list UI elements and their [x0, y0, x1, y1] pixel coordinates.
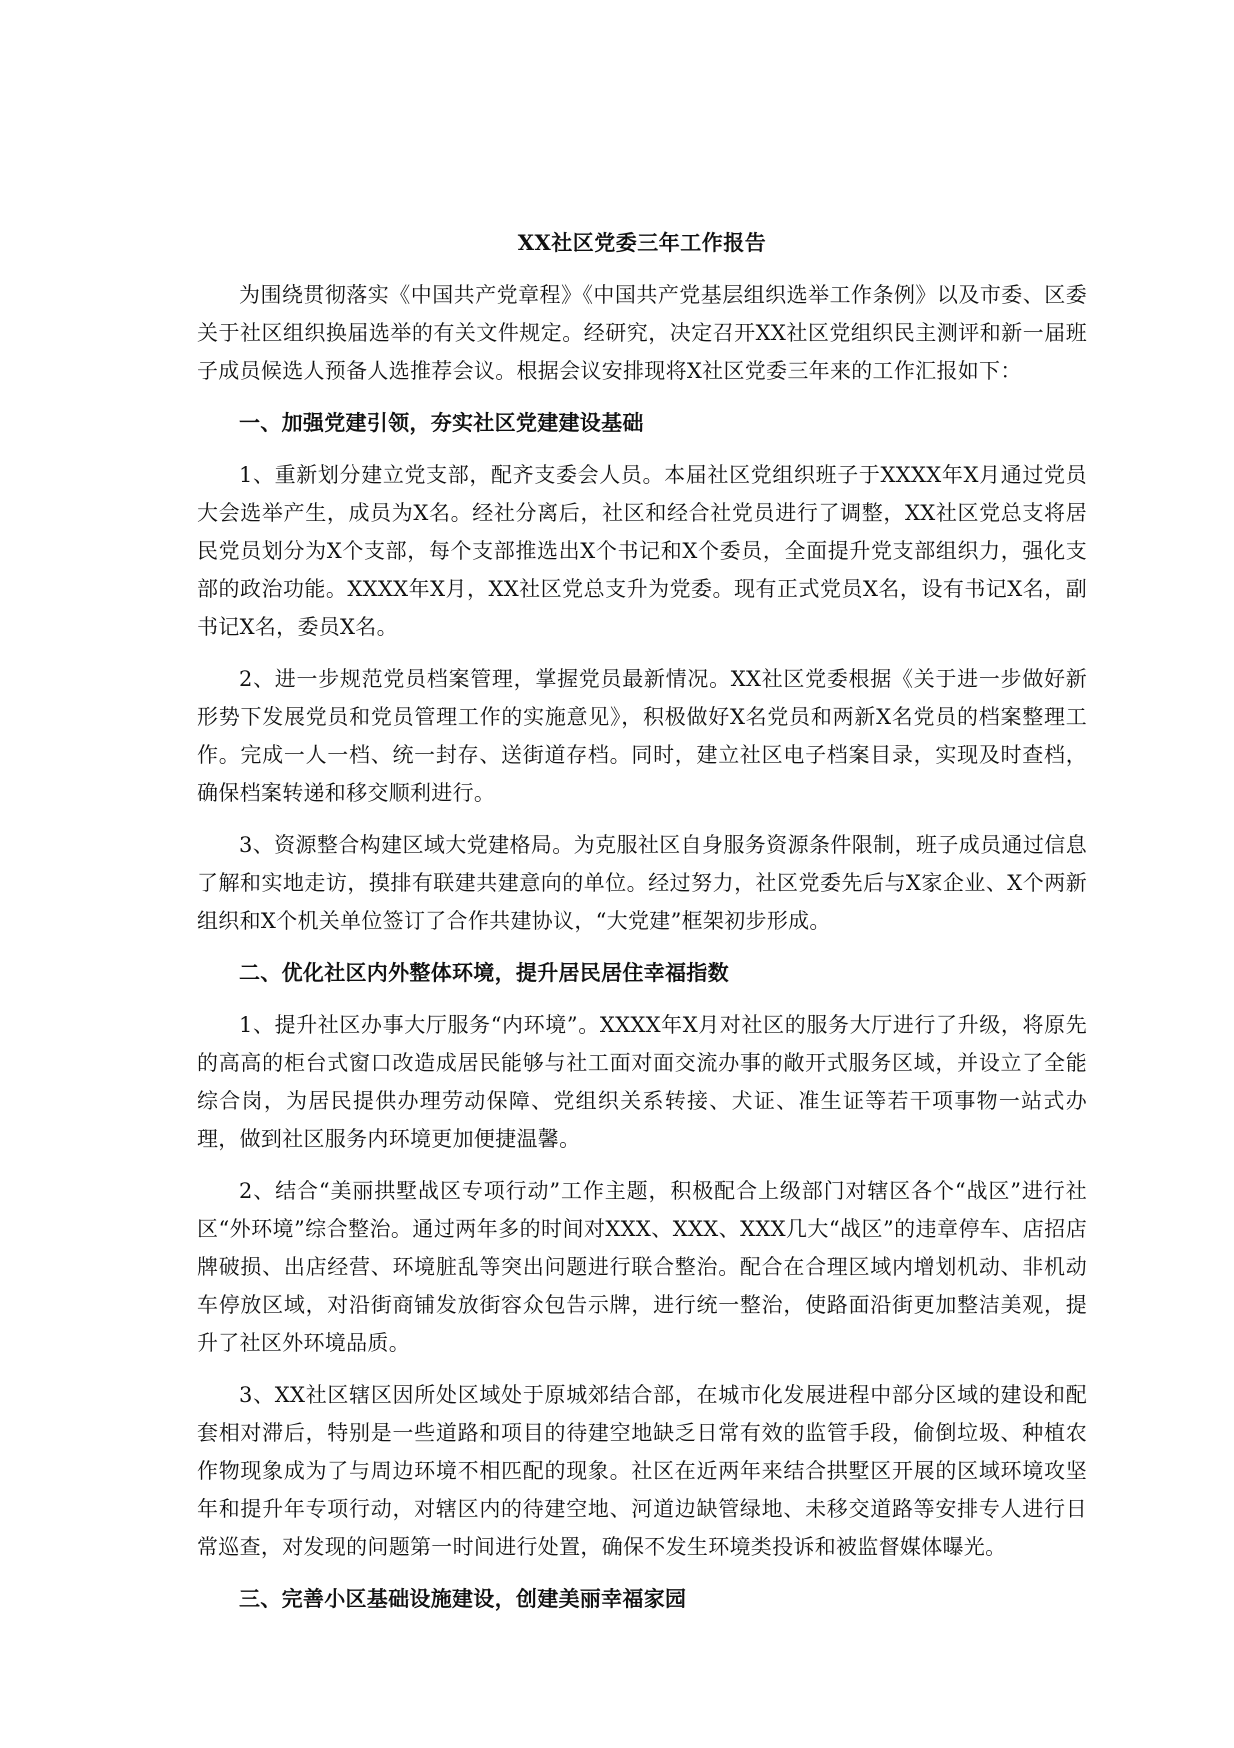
section-2-heading: 二、优化社区内外整体环境，提升居民居住幸福指数: [239, 960, 729, 985]
section-1-paragraph-2: 2、进一步规范党员档案管理，掌握党员最新情况。XX社区党委根据《关于进一步做好新形势下发展党员和党员管理工作的实施意见》，积极做好X名党员和两新X名党员的档案整理工作。完成一人一档、统一封存、送街道存档。同时，建立社区电子档案目录，实现及时查档，确保档案转递和移交顺利进行。: [197, 667, 1087, 805]
intro-paragraph: 为围绕贯彻落实《中国共产党章程》《中国共产党基层组织选举工作条例》以及市委、区委关于社区组织换届选举的有关文件规定。经研究，决定召开XX社区党组织民主测评和新一届班子成员候选人预备人选推荐会议。根据会议安排现将X社区党委三年来的工作汇报如下：: [197, 283, 1087, 383]
section-2-paragraph-2: 2、结合“美丽拱墅战区专项行动”工作主题，积极配合上级部门对辖区各个“战区”进行社区“外环境”综合整治。通过两年多的时间对XXX、XXX、XXX几大“战区”的违章停车、店招店牌破损、出店经营、环境脏乱等突出问题进行联合整治。配合在合理区域内增划机动、非机动车停放区域，对沿街商铺发放街容众包告示牌，进行统一整治，使路面沿街更加整洁美观，提升了社区外环境品质。: [197, 1179, 1087, 1355]
section-1-paragraph-1: 1、重新划分建立党支部，配齐支委会人员。本届社区党组织班子于XXXX年X月通过党员大会选举产生，成员为X名。经社分离后，社区和经合社党员进行了调整，XX社区党总支将居民党员划分为X个支部，每个支部推选出X个书记和X个委员，全面提升党支部组织力，强化支部的政治功能。XXXX年X月，XX社区党总支升为党委。现有正式党员X名，设有书记X名，副书记X名，委员X名。: [197, 463, 1087, 639]
section-1-heading: 一、加强党建引领，夯实社区党建建设基础: [239, 410, 644, 435]
section-2-paragraph-1: 1、提升社区办事大厅服务“内环境”。XXXX年X月对社区的服务大厅进行了升级，将原先的高高的柜台式窗口改造成居民能够与社工面对面交流办事的敞开式服务区域，并设立了全能综合岗，为居民提供办理劳动保障、党组织关系转接、犬证、准生证等若干项事物一站式办理，做到社区服务内环境更加便捷温馨。: [197, 1013, 1087, 1151]
section-2-paragraph-3: 3、XX社区辖区因所处区域处于原城郊结合部，在城市化发展进程中部分区域的建设和配套相对滞后，特别是一些道路和项目的待建空地缺乏日常有效的监管手段，偷倒垃圾、种植农作物现象成为了与周边环境不相匹配的现象。社区在近两年来结合拱墅区开展的区域环境攻坚年和提升年专项行动，对辖区内的待建空地、河道边缺管绿地、未移交道路等安排专人进行日常巡查，对发现的问题第一时间进行处置，确保不发生环境类投诉和被监督媒体曝光。: [197, 1383, 1087, 1559]
document-title: XX社区党委三年工作报告: [517, 230, 767, 255]
document-body: [197, 228, 1087, 1632]
section-3-heading: 三、完善小区基础设施建设，创建美丽幸福家园: [239, 1586, 687, 1611]
section-1-paragraph-3: 3、资源整合构建区域大党建格局。为克服社区自身服务资源条件限制，班子成员通过信息了解和实地走访，摸排有联建共建意向的单位。经过努力，社区党委先后与X家企业、X个两新组织和X个机关单位签订了合作共建协议，“大党建”框架初步形成。: [197, 833, 1087, 933]
